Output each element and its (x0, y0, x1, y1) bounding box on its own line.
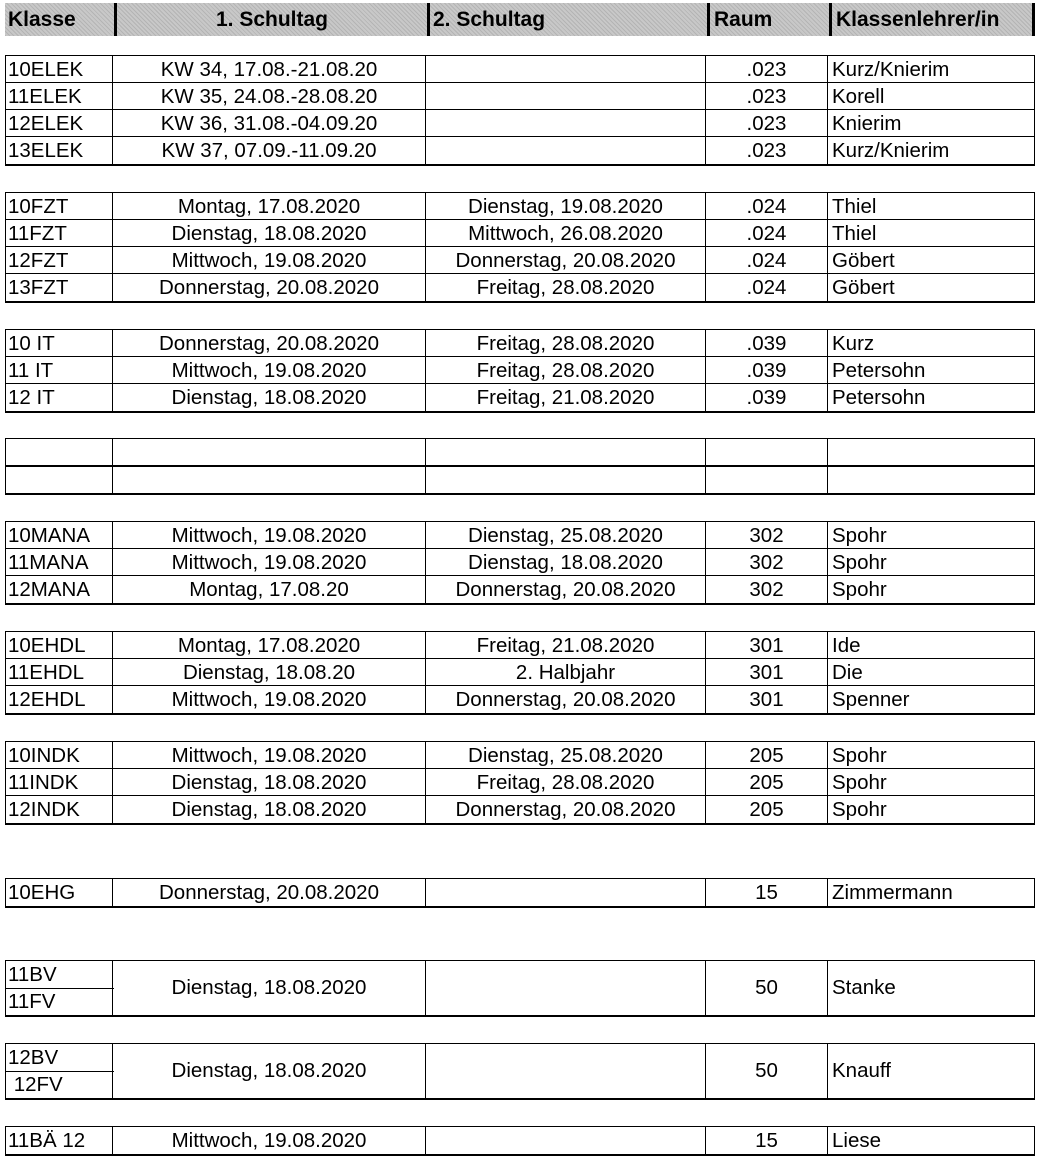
cell-schultag-1: Dienstag, 18.08.2020 (112, 384, 425, 411)
cell-lehrer: Spohr (827, 522, 1034, 548)
cell-klasse: 10ELEK (8, 58, 84, 81)
table-group-ehdl (5, 631, 1035, 715)
cell-raum: 15 (705, 879, 827, 906)
cell-klasse: 12MANA (8, 578, 91, 601)
header-schultag-1 (114, 3, 427, 36)
cell-schultag-2: Dienstag, 19.08.2020 (425, 193, 705, 219)
cell-schultag-2 (425, 1044, 705, 1098)
table-row (6, 137, 1034, 164)
cell-lehrer: Petersohn (827, 384, 1034, 411)
cell-schultag-1: Dienstag, 18.08.2020 (112, 769, 425, 795)
cell-schultag-1: Mittwoch, 19.08.2020 (112, 549, 425, 575)
cell-lehrer: Petersohn (827, 357, 1034, 383)
cell-lehrer: Thiel (827, 193, 1034, 219)
cell-schultag-1: Montag, 17.08.2020 (112, 632, 425, 658)
table-group-fzt (5, 192, 1035, 303)
cell-schultag-1: Mittwoch, 19.08.2020 (112, 522, 425, 548)
table-row (6, 576, 1034, 603)
cell-raum: .023 (705, 56, 827, 82)
table-row (6, 961, 1034, 1015)
cell-schultag-1: Dienstag, 18.08.2020 (112, 796, 425, 823)
table-row (6, 686, 1034, 713)
cell-raum: 50 (705, 961, 827, 1015)
table-group-indk (5, 741, 1035, 825)
cell-schultag-1: Donnerstag, 20.08.2020 (112, 274, 425, 301)
cell-lehrer: Liese (827, 1127, 1034, 1154)
cell-lehrer: Spohr (827, 769, 1034, 795)
cell-klasse: 11 IT (8, 359, 54, 382)
table-row (6, 549, 1034, 576)
cell-klasse: 13FZT (8, 276, 69, 299)
cell-raum: 302 (705, 576, 827, 603)
header-lehrer-label: Klassenlehrer/in (836, 8, 1000, 31)
cell-lehrer: Knauff (827, 1044, 1034, 1098)
table-row (6, 439, 1034, 466)
cell-klasse: 12INDK (8, 798, 80, 821)
cell-schultag-2 (425, 110, 705, 136)
cell-lehrer: Spohr (827, 796, 1034, 823)
cell-schultag-2: Freitag, 21.08.2020 (425, 632, 705, 658)
table-row (6, 83, 1034, 110)
header-lehrer (829, 3, 1035, 36)
cell-raum: 301 (705, 659, 827, 685)
cell-raum: .039 (705, 330, 827, 356)
cell-raum (705, 439, 827, 465)
cell-lehrer: Göbert (827, 247, 1034, 273)
table-row (6, 769, 1034, 796)
cell-klasse: 12FZT (8, 249, 69, 272)
cell-lehrer: Zimmermann (827, 879, 1034, 906)
table-row (6, 384, 1034, 411)
cell-lehrer: Spohr (827, 576, 1034, 603)
table-group-11ba-12 (5, 1126, 1035, 1156)
cell-schultag-2: Freitag, 28.08.2020 (425, 769, 705, 795)
table-row (6, 1044, 1034, 1098)
cell-raum: 205 (705, 742, 827, 768)
table-row (6, 110, 1034, 137)
cell-klasse-bottom: 12FV (8, 1073, 63, 1096)
cell-lehrer: Spohr (827, 549, 1034, 575)
cell-klasse: 10MANA (8, 524, 91, 547)
cell-lehrer: Kurz/Knierim (827, 56, 1034, 82)
cell-klasse-split (6, 961, 112, 1015)
header-klasse (5, 3, 114, 36)
cell-schultag-1: KW 35, 24.08.-28.08.20 (112, 83, 425, 109)
cell-schultag-2: Dienstag, 18.08.2020 (425, 549, 705, 575)
table-row (6, 220, 1034, 247)
table-row (6, 796, 1034, 823)
cell-schultag-1 (112, 467, 425, 493)
table-group-empty (5, 438, 1035, 495)
cell-klasse: 11FZT (8, 222, 67, 245)
cell-raum: .024 (705, 220, 827, 246)
cell-raum: .023 (705, 137, 827, 164)
cell-raum: .039 (705, 357, 827, 383)
cell-schultag-2: Dienstag, 25.08.2020 (425, 522, 705, 548)
table-group-ehg (5, 878, 1035, 908)
table-row (6, 632, 1034, 659)
cell-klasse: 10EHG (8, 881, 76, 904)
cell-schultag-2: Dienstag, 25.08.2020 (425, 742, 705, 768)
cell-klasse: 11EHDL (8, 661, 84, 684)
cell-klasse: 12 IT (8, 386, 55, 409)
cell-raum: 15 (705, 1127, 827, 1154)
cell-raum: 205 (705, 769, 827, 795)
cell-schultag-2 (425, 879, 705, 906)
table-group-it (5, 329, 1035, 413)
cell-schultag-1: Dienstag, 18.08.20 (112, 659, 425, 685)
cell-schultag-1: KW 37, 07.09.-11.09.20 (112, 137, 425, 164)
cell-schultag-1: Donnerstag, 20.08.2020 (112, 879, 425, 906)
cell-lehrer: Kurz (827, 330, 1034, 356)
cell-raum: 205 (705, 796, 827, 823)
cell-klasse (6, 467, 112, 493)
cell-schultag-1: Montag, 17.08.2020 (112, 193, 425, 219)
cell-raum: .024 (705, 193, 827, 219)
cell-schultag-2 (425, 467, 705, 493)
cell-schultag-2 (425, 56, 705, 82)
table-row (6, 193, 1034, 220)
cell-klasse: 13ELEK (8, 139, 84, 162)
cell-klasse: 10EHDL (8, 634, 86, 657)
cell-klasse: 10FZT (8, 195, 69, 218)
cell-lehrer: Die (827, 659, 1034, 685)
cell-schultag-1: KW 36, 31.08.-04.09.20 (112, 110, 425, 136)
cell-schultag-2: Freitag, 28.08.2020 (425, 330, 705, 356)
header-schultag-1-label: 1. Schultag (215, 8, 329, 31)
table-row (6, 659, 1034, 686)
table-row (6, 466, 1034, 493)
table-group-12bv-12fv (5, 1043, 1035, 1100)
cell-raum: 302 (705, 549, 827, 575)
cell-klasse (6, 439, 112, 465)
table-row (6, 247, 1034, 274)
cell-schultag-1: Dienstag, 18.08.2020 (112, 1044, 425, 1098)
cell-klasse: 11INDK (8, 771, 79, 794)
table-group-elek (5, 55, 1035, 166)
cell-raum (705, 467, 827, 493)
cell-schultag-2 (425, 439, 705, 465)
cell-raum: 50 (705, 1044, 827, 1098)
table-row (6, 56, 1034, 83)
cell-klasse-top: 12BV (8, 1046, 59, 1069)
cell-schultag-2 (425, 961, 705, 1015)
cell-schultag-1: Dienstag, 18.08.2020 (112, 961, 425, 1015)
cell-raum: .039 (705, 384, 827, 411)
cell-raum: .023 (705, 110, 827, 136)
cell-schultag-1: Mittwoch, 19.08.2020 (112, 357, 425, 383)
cell-raum: .024 (705, 247, 827, 273)
cell-lehrer (827, 467, 1034, 493)
cell-lehrer: Göbert (827, 274, 1034, 301)
table-group-mana (5, 521, 1035, 605)
cell-klasse: 10INDK (8, 744, 80, 767)
cell-klasse-split (6, 1044, 112, 1098)
table-group-11bv-11fv (5, 960, 1035, 1017)
cell-raum: .024 (705, 274, 827, 301)
header-schultag-2 (427, 3, 707, 36)
cell-lehrer: Ide (827, 632, 1034, 658)
cell-lehrer: Korell (827, 83, 1034, 109)
header-schultag-2-label: 2. Schultag (433, 8, 546, 31)
cell-lehrer (827, 439, 1034, 465)
cell-schultag-1: KW 34, 17.08.-21.08.20 (112, 56, 425, 82)
table-row (6, 742, 1034, 769)
cell-klasse-bottom: 11FV (8, 990, 56, 1013)
header-raum (707, 3, 829, 36)
cell-lehrer: Stanke (827, 961, 1034, 1015)
table-row (6, 879, 1034, 906)
cell-schultag-2: Donnerstag, 20.08.2020 (425, 576, 705, 603)
cell-klasse: 12EHDL (8, 688, 86, 711)
cell-klasse: 11ELEK (8, 85, 82, 108)
cell-klasse: 11MANA (8, 551, 89, 574)
cell-lehrer: Knierim (827, 110, 1034, 136)
cell-schultag-1: Mittwoch, 19.08.2020 (112, 247, 425, 273)
cell-schultag-1: Donnerstag, 20.08.2020 (112, 330, 425, 356)
cell-klasse: 12ELEK (8, 112, 84, 135)
table-row (6, 330, 1034, 357)
cell-schultag-2: Freitag, 28.08.2020 (425, 357, 705, 383)
cell-schultag-1: Dienstag, 18.08.2020 (112, 220, 425, 246)
cell-lehrer: Thiel (827, 220, 1034, 246)
cell-schultag-2: Freitag, 28.08.2020 (425, 274, 705, 301)
cell-lehrer: Kurz/Knierim (827, 137, 1034, 164)
table-row (6, 522, 1034, 549)
table-row (6, 1127, 1034, 1154)
cell-raum: .023 (705, 83, 827, 109)
cell-schultag-1 (112, 439, 425, 465)
cell-lehrer: Spenner (827, 686, 1034, 713)
table-row (6, 357, 1034, 384)
cell-schultag-2: Freitag, 21.08.2020 (425, 384, 705, 411)
cell-schultag-2: Donnerstag, 20.08.2020 (425, 796, 705, 823)
cell-schultag-1: Montag, 17.08.20 (112, 576, 425, 603)
header-klasse-label: Klasse (8, 8, 76, 31)
cell-klasse: 11BÄ 12 (8, 1129, 86, 1152)
cell-schultag-2: Donnerstag, 20.08.2020 (425, 247, 705, 273)
header-raum-label: Raum (714, 8, 773, 31)
cell-schultag-2: 2. Halbjahr (425, 659, 705, 685)
cell-schultag-2 (425, 83, 705, 109)
cell-schultag-2 (425, 1127, 705, 1154)
cell-schultag-2 (425, 137, 705, 164)
cell-lehrer: Spohr (827, 742, 1034, 768)
cell-schultag-2: Donnerstag, 20.08.2020 (425, 686, 705, 713)
cell-schultag-1: Mittwoch, 19.08.2020 (112, 1127, 425, 1154)
cell-schultag-2: Mittwoch, 26.08.2020 (425, 220, 705, 246)
cell-klasse-top: 11BV (8, 963, 57, 986)
cell-schultag-1: Mittwoch, 19.08.2020 (112, 686, 425, 713)
table-row (6, 274, 1034, 301)
cell-raum: 301 (705, 686, 827, 713)
cell-klasse: 10 IT (8, 332, 55, 355)
cell-schultag-1: Mittwoch, 19.08.2020 (112, 742, 425, 768)
cell-raum: 302 (705, 522, 827, 548)
cell-raum: 301 (705, 632, 827, 658)
